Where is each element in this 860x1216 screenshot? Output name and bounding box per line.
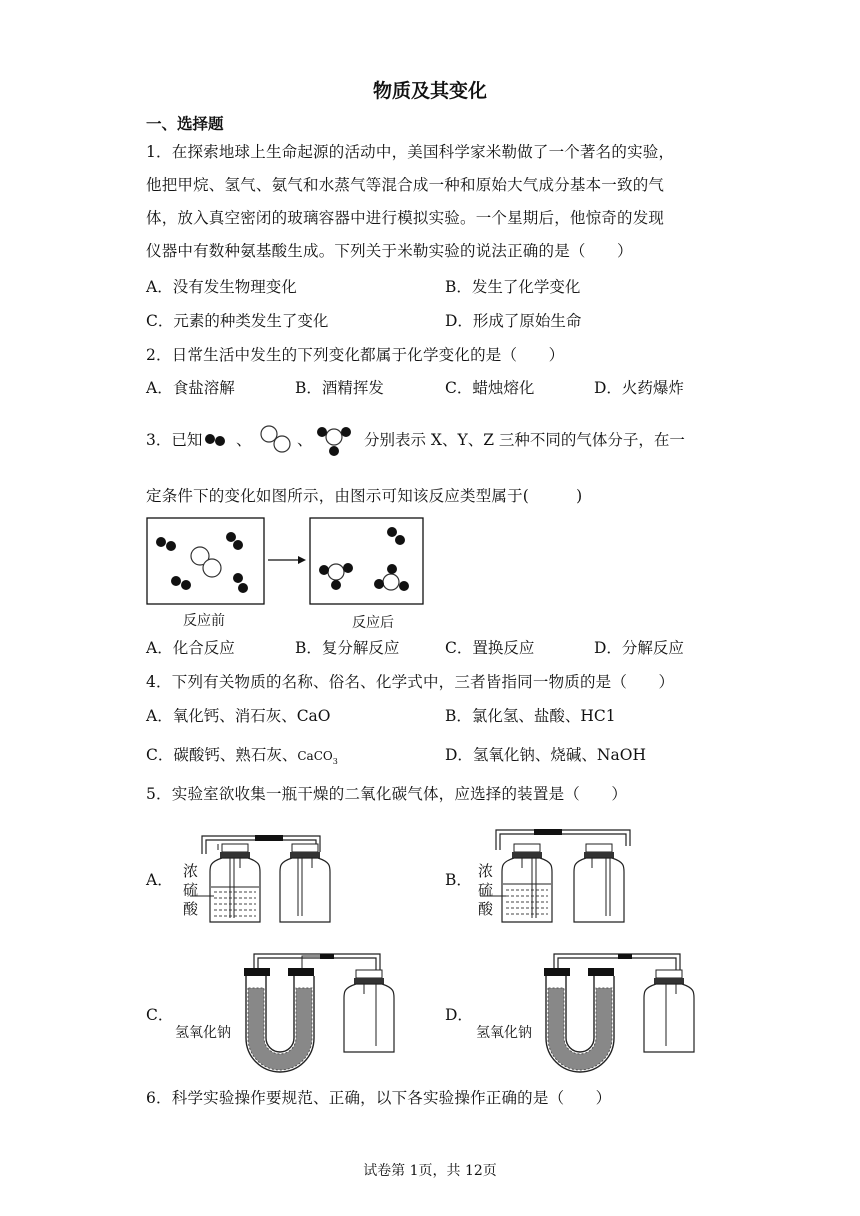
q2-option-c[interactable]: C．蜡烛熔化 (445, 379, 535, 397)
q5-option-b[interactable]: B． (445, 871, 472, 889)
q1-option-d[interactable]: D．形成了原始生命 (445, 312, 582, 330)
acid-label-b (478, 862, 493, 919)
q1-line-4: 仪器中有数种氨基酸生成。下列关于米勒实验的说法正确的是（ ） (146, 242, 633, 260)
q3-option-b[interactable]: B．复分解反应 (295, 639, 400, 657)
q5-option-c[interactable]: C． (146, 1006, 174, 1024)
q1-line-2: 他把甲烷、氢气、氨气和水蒸气等混合成一种和原始大气成分基本一致的气 (146, 176, 665, 194)
acid-label-char: 硫 (183, 881, 199, 899)
q4-option-b[interactable]: B．氯化氢、盐酸、HC1 (445, 707, 616, 725)
section-heading: 一、选择题 (146, 115, 224, 133)
q6-stem: 6．科学实验操作要规范、正确，以下各实验操作正确的是（ ） (146, 1089, 612, 1107)
q1-line-1: 1．在探索地球上生命起源的活动中，美国科学家米勒做了一个著名的实验， (146, 143, 675, 161)
q3-separator-2: 、 (297, 431, 313, 449)
q2-option-b[interactable]: B．酒精挥发 (295, 379, 384, 397)
naoh-label-c: 氢氧化钠 (175, 1025, 231, 1041)
acid-label-char: 酸 (478, 900, 494, 918)
q4-option-c-text: C．碳酸钙、熟石灰、 (146, 746, 298, 764)
q2-option-d[interactable]: D．火药爆炸 (594, 379, 684, 397)
q5-option-a[interactable]: A． (146, 871, 173, 889)
q1-option-b[interactable]: B．发生了化学变化 (445, 278, 581, 296)
q3-line-2: 定条件下的变化如图所示，由图示可知该反应类型属于( ) (146, 487, 583, 505)
acid-label-char: 浓 (183, 862, 199, 880)
q2-option-a[interactable]: A．食盐溶解 (146, 379, 235, 397)
q3-separator-1: 、 (236, 431, 252, 449)
before-label: 反应前 (183, 613, 225, 629)
q4-option-c[interactable] (146, 743, 338, 766)
acid-label-a (183, 862, 198, 919)
q5-stem: 5．实验室欲收集一瓶干燥的二氧化碳气体，应选择的装置是（ ） (146, 785, 628, 803)
q5-option-d[interactable]: D． (445, 1006, 473, 1024)
q3-option-d[interactable]: D．分解反应 (594, 639, 684, 657)
q3-stem-start: 3．已知 (146, 431, 203, 449)
q4-option-c-formula: CaCO (297, 749, 333, 763)
page-footer: 试卷第 1页，共 12页 (363, 1163, 497, 1179)
q4-option-d[interactable]: D．氢氧化钠、烧碱、NaOH (445, 746, 646, 764)
apparatus-c (230, 948, 420, 1078)
q3-stem-end: 分别表示 X、Y、Z 三种不同的气体分子，在一 (364, 431, 685, 449)
molecule-z-icon (314, 422, 354, 458)
apparatus-b (470, 822, 640, 932)
q1-line-3: 体，放入真空密闭的玻璃容器中进行模拟实验。一个星期后，他惊奇的发现 (146, 209, 665, 227)
q1-option-a[interactable]: A．没有发生物理变化 (146, 278, 297, 296)
q4-option-c-subscript: 3 (332, 757, 338, 767)
q3-option-c[interactable]: C．置换反应 (445, 639, 535, 657)
acid-label-char: 浓 (478, 862, 494, 880)
molecule-y-icon (256, 424, 296, 454)
q1-option-c[interactable]: C．元素的种类发生了变化 (146, 312, 329, 330)
q4-option-a[interactable]: A．氧化钙、消石灰、CaO (146, 707, 331, 725)
q4-stem: 4．下列有关物质的名称、俗名、化学式中，三者皆指同一物质的是（ ） (146, 673, 675, 691)
acid-label-char: 酸 (183, 900, 199, 918)
acid-label-char: 硫 (478, 881, 494, 899)
naoh-label-d: 氢氧化钠 (476, 1025, 532, 1041)
q2-stem: 2．日常生活中发生的下列变化都属于化学变化的是（ ） (146, 346, 565, 364)
molecule-x-icon (202, 430, 230, 448)
apparatus-d (530, 948, 720, 1078)
after-label: 反应后 (352, 615, 394, 631)
page-title: 物质及其变化 (372, 80, 487, 102)
q3-option-a[interactable]: A．化合反应 (146, 639, 235, 657)
